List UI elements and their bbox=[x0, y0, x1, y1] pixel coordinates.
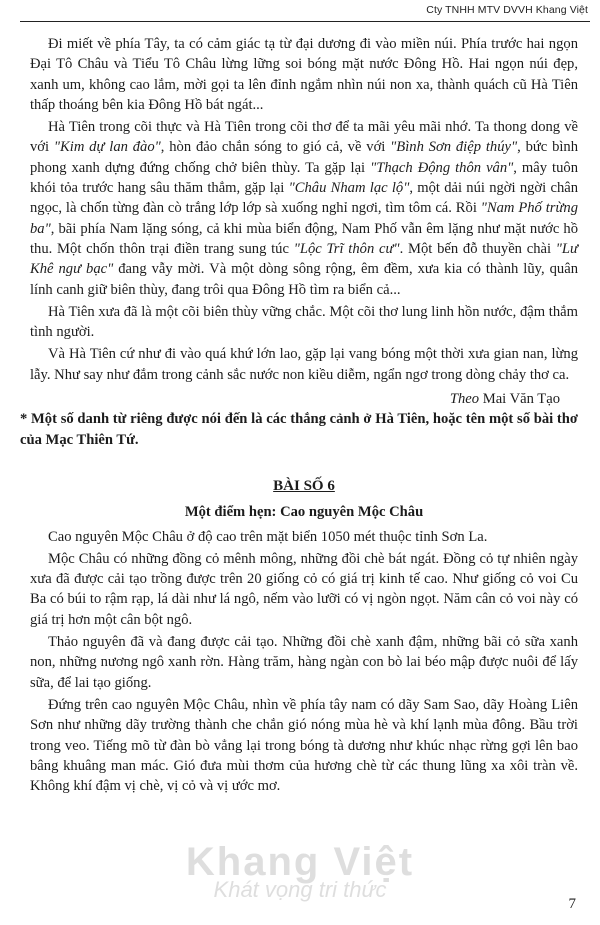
footnote: * Một số danh từ riêng được nói đến là các thắng cảnh ở Hà Tiên, hoặc tên một số bài thơ của Mạc Thiên Tứ. bbox=[20, 411, 578, 448]
text-run: Hà Tiên xưa đã là một cõi biên thùy vững chắc. Một cõi thơ lung linh hồn nước, đậm thắm tình người. bbox=[30, 303, 578, 341]
essay-section bbox=[30, 34, 578, 385]
lesson-paragraph: Đứng trên cao nguyên Mộc Châu, nhìn về phía tây nam có dãy Sam Sao, dãy Hoàng Liên Sơn như những dãy trường thành che chắn gió nóng mùa hè và khí lạnh mùa đông. Bầu trời trong veo. Tiếng mõ từ đàn bò vẳng lại trong bóng tà dương như khúc nhạc rừng gợi lên bao bâng khuâng man mác. Gió đưa mùi thơm của hương chè từ các thung lũng xa xôi tràn về. Không khí đậm vị chè, vị cỏ và vị ước mơ. bbox=[30, 696, 578, 795]
page-content bbox=[20, 34, 579, 798]
lesson-paragraph: Thảo nguyên đã và đang được cải tạo. Những đồi chè xanh đậm, những bãi cỏ sữa xanh non, những nương ngô xanh rờn. Hàng trăm, hàng ngàn con bò lai béo mập được nuôi để lấy sữa, để lai tạo giống. bbox=[30, 634, 578, 691]
running-header: Cty TNHH MTV DVVH Khang Việt bbox=[426, 4, 588, 16]
text-run: Đi miết về phía Tây, ta có cảm giác tạ từ đại dương đi vào miền núi. Phía trước hai ngọn Đại Tô Châu và Tiểu Tô Châu lừng lững soi bóng mặt nước Đông Hồ. Hai ngọn núi đẹp, xanh um, không cao lắm, mời gọi ta lên đỉnh ngắm nhìn núi non xa, thành quách cũ Hà Tiên thấp thoáng bên kia Đông Hồ bát ngát... bbox=[30, 36, 578, 113]
place-name: "Nam Phố trừng ba" bbox=[30, 200, 578, 237]
essay-paragraph bbox=[30, 302, 578, 343]
watermark-slogan: Khát vọng tri thức bbox=[213, 877, 387, 902]
place-name: "Lư Khê ngư bạc" bbox=[30, 240, 579, 278]
text-run: . Một bến đỗ thuyền chài bbox=[399, 240, 556, 257]
essay-paragraph bbox=[30, 34, 578, 115]
watermark-brand: Khang Việt bbox=[185, 840, 415, 884]
page-number: 7 bbox=[568, 896, 576, 912]
text-run: Và Hà Tiên cứ như đi vào quá khứ lớn lao, gặp lại vang bóng một thời xưa gian nan, lừng lẫy. Như say như đắm trong cảnh sắc nước non kiều diễm, ngẩn ngơ trong dòng chảy thơ ca. bbox=[30, 346, 578, 383]
text-run: , một dải núi ngời ngời chân ngọc, là chốn từng đàn cò trắng lớp lớp sà xuống nghỉ ngơi, tìm tôm cá. Rồi bbox=[30, 180, 579, 217]
text-run: Hà Tiên trong cõi thực và Hà Tiên trong cõi thơ để ta mãi yêu mãi nhớ. Ta thong dong về với bbox=[30, 119, 578, 156]
watermark bbox=[0, 840, 600, 903]
place-name: "Kim dự lan đào" bbox=[53, 139, 161, 156]
signature bbox=[30, 389, 560, 409]
signature-author: Mai Văn Tạo bbox=[482, 391, 560, 408]
text-run: , hòn đảo chắn sóng to gió cả, về với bbox=[160, 139, 391, 156]
essay-paragraph bbox=[30, 117, 578, 300]
place-name: "Thạch Động thôn vân" bbox=[370, 159, 514, 176]
place-name: "Lộc Trĩ thôn cư" bbox=[293, 240, 400, 257]
lesson-paragraph: Cao nguyên Mộc Châu ở độ cao trên mặt biển 1050 mét thuộc tỉnh Sơn La. bbox=[48, 528, 488, 545]
place-name: "Châu Nham lạc lộ" bbox=[288, 180, 410, 197]
text-run: , bức bình phong xanh dựng đứng chống chở biên thùy. Ta gặp lại bbox=[30, 139, 579, 176]
text-run: , bãi phía Nam lặng sóng, cả khi mùa biển động, Nam Phố vẫn êm lặng như mặt nước hồ thu. Một chốn thôn trại điền trang sung túc bbox=[30, 220, 578, 257]
lesson-paragraph: Mộc Châu có những đồng cỏ mênh mông, những đồi chè bát ngát. Đồng cỏ tự nhiên ngày xưa đã được cải tạo trồng được trên 20 giống cỏ có giá trị kinh tế cao. Như giống cỏ voi Cu Ba có búi to rậm rạp, lá dài như lá ngô, nếm vào lưỡi có vị ngòn ngọt. Năm cân cỏ voi này có giá trị hơn một cân bột ngô. bbox=[30, 550, 578, 628]
text-run: , mây tuôn khói tỏa trước hang sâu thăm thẳm, gặp lại bbox=[30, 159, 578, 197]
signature-prefix: Theo bbox=[449, 391, 480, 408]
header-rule bbox=[20, 21, 590, 22]
essay-paragraph bbox=[30, 344, 578, 385]
place-name: "Bình Sơn điệp thúy" bbox=[390, 139, 518, 156]
text-run: đang vẫy mời. Và một dòng sông rộng, êm đềm, xưa kia có thành lũy, quân lính canh giữ biên thùy, đang trôi qua Đông Hồ tìm ra biển cả... bbox=[30, 261, 578, 298]
lesson-subtitle: Một điểm hẹn: Cao nguyên Mộc Châu bbox=[184, 504, 424, 521]
lesson-title: BÀI SỐ 6 bbox=[273, 477, 335, 494]
